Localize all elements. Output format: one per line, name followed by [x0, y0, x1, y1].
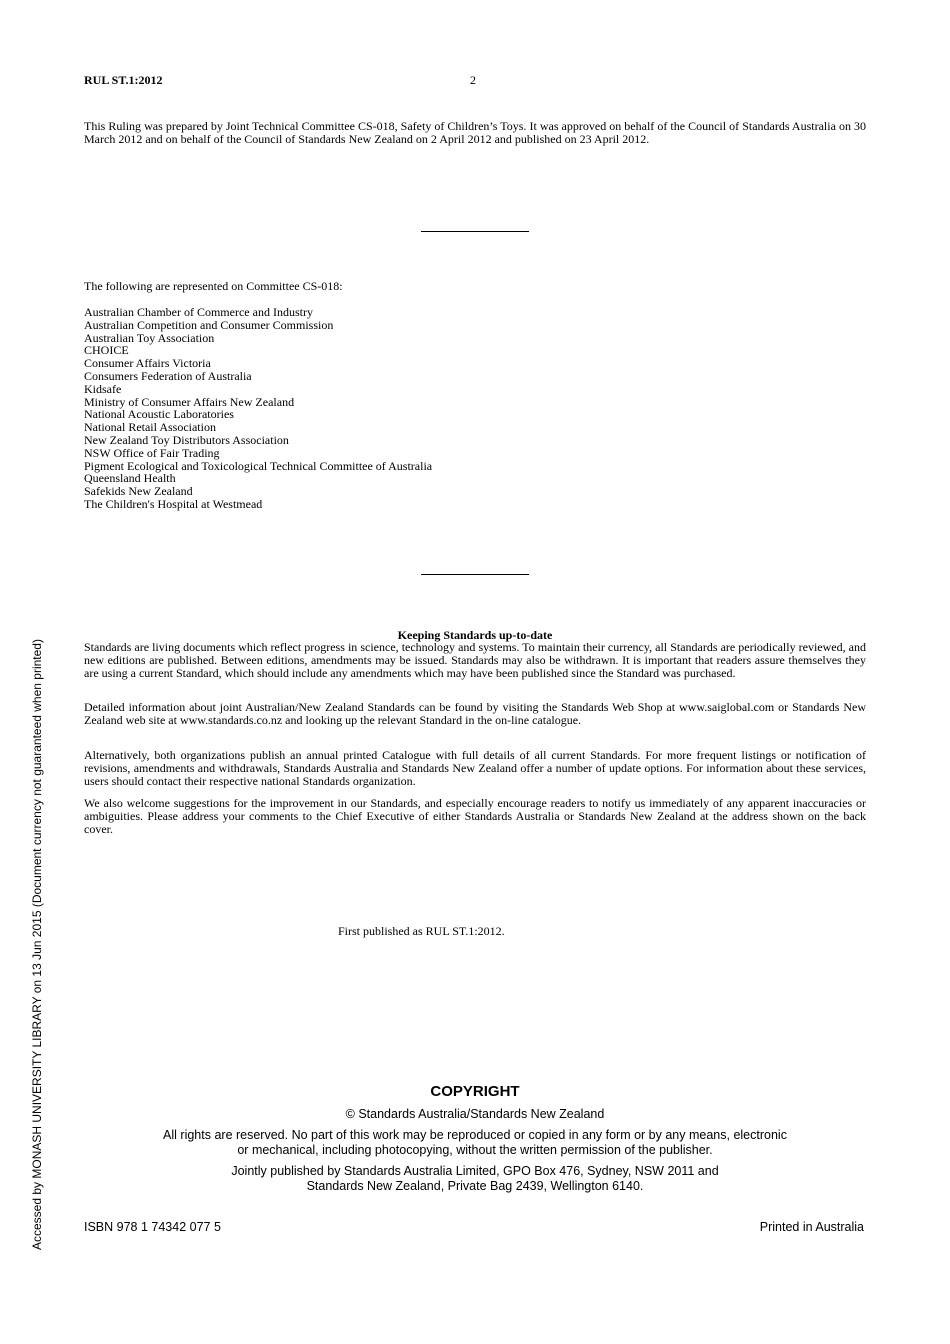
committee-member: Queensland Health	[84, 471, 176, 486]
rights-statement-line: or mechanical, including photocopying, without the written permission of the publisher.	[237, 1143, 713, 1157]
committee-member: Australian Toy Association	[84, 330, 215, 345]
keeping-standards-title: Keeping Standards up-to-date	[397, 628, 553, 642]
committee-intro: The following are represented on Committee CS-018:	[84, 279, 343, 293]
keeping-standards-paragraph: Detailed information about joint Australian/New Zealand Standards can be found by visiting the Standards Web Shop at www.saiglobal.com or Standards New Zealand web site at www.standards.co.nz and looking up the relevant Standard in the on-line catalogue.	[84, 700, 866, 727]
committee-member: Ministry of Consumer Affairs New Zealand	[84, 394, 295, 409]
committee-member: Safekids New Zealand	[84, 484, 193, 499]
publisher-line: Jointly published by Standards Australia Limited, GPO Box 476, Sydney, NSW 2011 and	[231, 1164, 719, 1178]
committee-member: Australian Chamber of Commerce and Industry	[84, 305, 313, 319]
preparation-note: This Ruling was prepared by Joint Technical Committee CS-018, Safety of Children’s Toys. It was approved on behalf of the Council of Standards Australia on 30 March 2012 and on behalf of the Council of Standards New Zealand on 2 April 2012 and published on 23 April 2012.	[84, 119, 866, 146]
committee-member: National Acoustic Laboratories	[84, 407, 234, 422]
committee-member-list	[84, 306, 432, 511]
committee-member: New Zealand Toy Distributors Association	[84, 432, 289, 447]
keeping-standards-paragraph: Standards are living documents which reflect progress in science, technology and systems. To maintain their currency, all Standards are periodically reviewed, and new editions are published. Between editions, amendments may be issued. Standards may also be withdrawn. It is important that readers assure themselves they are using a current Standard, which should include any amendments which may have been published since the Standard was purchased.	[84, 640, 866, 680]
rights-statement-line: All rights are reserved. No part of this work may be reproduced or copied in any form or by any means, electronic	[163, 1128, 787, 1142]
committee-member: NSW Office of Fair Trading	[84, 445, 220, 460]
isbn: ISBN 978 1 74342 077 5	[84, 1220, 221, 1234]
printed-in: Printed in Australia	[759, 1220, 864, 1234]
side-access-watermark: Accessed by MONASH UNIVERSITY LIBRARY on 13 Jun 2015 (Document currency not guaranteed when printed)	[30, 639, 44, 1250]
keeping-standards-paragraph: Alternatively, both organizations publish an annual printed Catalogue with full details of all current Standards. For more frequent listings or notification of revisions, amendments and withdrawals, Standards Australia and Standards New Zealand offer a number of update options. For information about these services, users should contact their respective national Standards organization.	[84, 748, 866, 788]
committee-member: Pigment Ecological and Toxicological Technical Committee of Australia	[84, 458, 433, 473]
document-code: RUL ST.1:2012	[84, 73, 163, 87]
publisher-line: Standards New Zealand, Private Bag 2439, Wellington 6140.	[306, 1179, 644, 1193]
committee-member: Australian Competition and Consumer Commission	[84, 317, 334, 332]
keeping-standards-paragraph: We also welcome suggestions for the improvement in our Standards, and especially encourage readers to notify us immediately of any apparent inaccuracies or ambiguities. Please address your comments to the Chief Executive of either Standards Australia or Standards New Zealand at the address shown on the back cover.	[84, 796, 866, 836]
copyright-owner: © Standards Australia/Standards New Zealand	[345, 1107, 605, 1121]
committee-member: Consumers Federation of Australia	[84, 368, 252, 383]
section-divider	[421, 574, 529, 575]
committee-member: The Children's Hospital at Westmead	[84, 496, 263, 511]
section-divider	[421, 231, 529, 232]
committee-member: Kidsafe	[84, 381, 122, 396]
first-published-note: First published as RUL ST.1:2012.	[338, 924, 505, 938]
committee-member: National Retail Association	[84, 420, 216, 435]
committee-member: Consumer Affairs Victoria	[84, 356, 211, 371]
copyright-title: COPYRIGHT	[430, 1083, 520, 1100]
page-number: 2	[470, 73, 476, 87]
committee-member: CHOICE	[84, 343, 129, 358]
